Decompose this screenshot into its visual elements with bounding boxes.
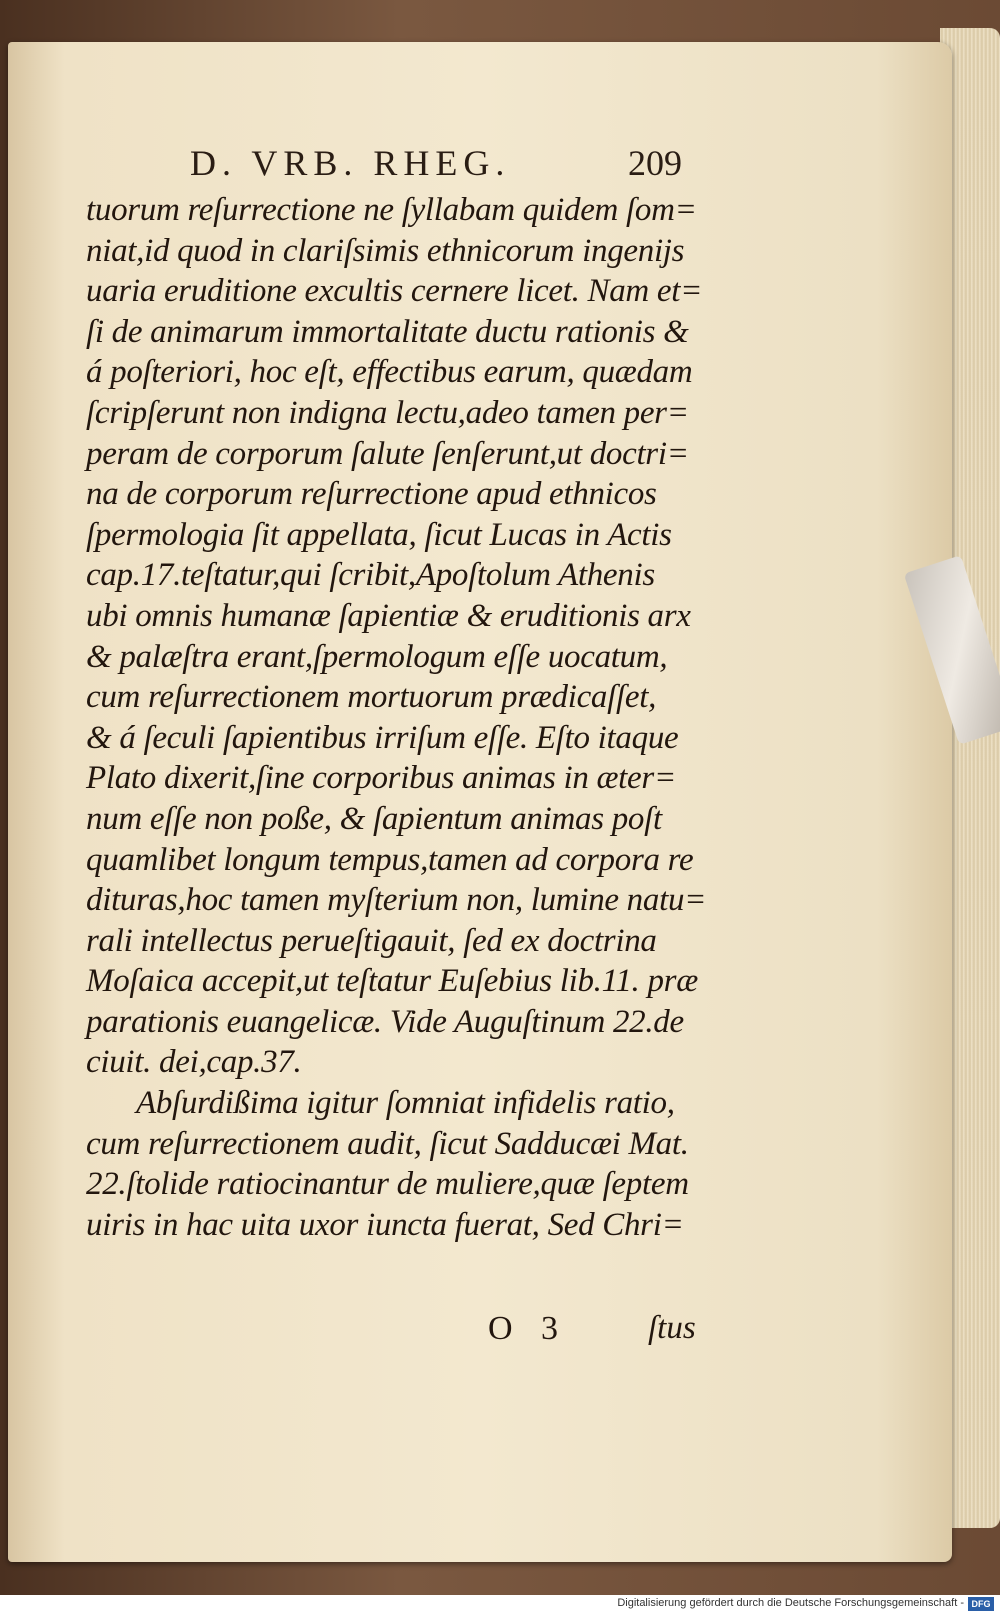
text-line: dituras,hoc tamen myſterium non, lumine natu= bbox=[86, 882, 707, 919]
text-line: num eſſe non poße, & ſapientum animas poſt bbox=[86, 800, 662, 837]
text-line: ſcripſerunt non indigna lectu,adeo tamen per= bbox=[86, 394, 689, 431]
running-head: D. VRB. RHEG. bbox=[190, 143, 511, 183]
text-line: cum reſurrectionem mortuorum prædicaſſet, bbox=[86, 679, 657, 716]
text-line: ubi omnis humanæ ſapientiæ & eruditionis arx bbox=[86, 597, 691, 634]
text-line: & palæſtra erant,ſpermologum eſſe uocatum, bbox=[86, 638, 668, 675]
text-line: tuorum reſurrectione ne ſyllabam quidem ſom= bbox=[86, 192, 697, 228]
text-line: cum reſurrectionem audit, ſicut Sadducæi Mat. bbox=[86, 1125, 689, 1162]
paragraph-start-line: Abſurdißima igitur ſomniat infidelis ratio, bbox=[136, 1085, 675, 1122]
text-line: parationis euangelicæ. Vide Auguſtinum 22.de bbox=[86, 1003, 684, 1040]
text-line: niat,id quod in clariſsimis ethnicorum ingenijs bbox=[86, 232, 685, 269]
body-text bbox=[86, 190, 706, 1245]
text-line: na de corporum reſurrectione apud ethnicos bbox=[86, 476, 657, 513]
text-line: Moſaica accepit,ut teſtatur Euſebius lib.11. præ bbox=[86, 963, 698, 1000]
credit-bar bbox=[0, 1595, 1000, 1614]
text-line: ſpermologia ſit appellata, ſicut Lucas in Actis bbox=[86, 516, 672, 553]
text-line: quamlibet longum tempus,tamen ad corpora re bbox=[86, 841, 694, 878]
text-line: 22.ſtolide ratiocinantur de muliere,quæ ſeptem bbox=[86, 1166, 689, 1203]
text-line: ſi de animarum immortalitate ductu rationis & bbox=[86, 313, 689, 350]
book-page bbox=[8, 42, 952, 1562]
catchword: ſtus bbox=[648, 1310, 696, 1346]
text-line: Plato dixerit,ſine corporibus animas in æter= bbox=[86, 760, 676, 797]
text-line: uiris in hac uita uxor iuncta fuerat, Sed Chri= bbox=[86, 1206, 684, 1243]
text-line: peram de corporum ſalute ſenſerunt,ut doctri= bbox=[86, 435, 689, 472]
text-line: á poſteriori, hoc eſt, effectibus earum, quædam bbox=[86, 354, 693, 391]
page-number: 209 bbox=[628, 143, 682, 183]
text-line: cap.17.teſtatur,qui ſcribit,Apoſtolum Athenis bbox=[86, 557, 655, 594]
funding-credit: Digitalisierung gefördert durch die Deutsche Forschungsgemeinschaft - bbox=[617, 1597, 964, 1609]
text-line: ciuit. dei,cap.37. bbox=[86, 1044, 302, 1081]
text-line: uaria eruditione excultis cernere licet. Nam et= bbox=[86, 273, 703, 310]
text-line: rali intellectus perueſtigauit, ſed ex doctrina bbox=[86, 922, 657, 959]
page-foot bbox=[8, 1310, 952, 1360]
text-line: & á ſeculi ſapientibus irriſum eſſe. Eſto itaque bbox=[86, 719, 679, 756]
dfg-logo-icon: DFG bbox=[968, 1597, 994, 1611]
signature-mark: O 3 bbox=[488, 1310, 569, 1347]
